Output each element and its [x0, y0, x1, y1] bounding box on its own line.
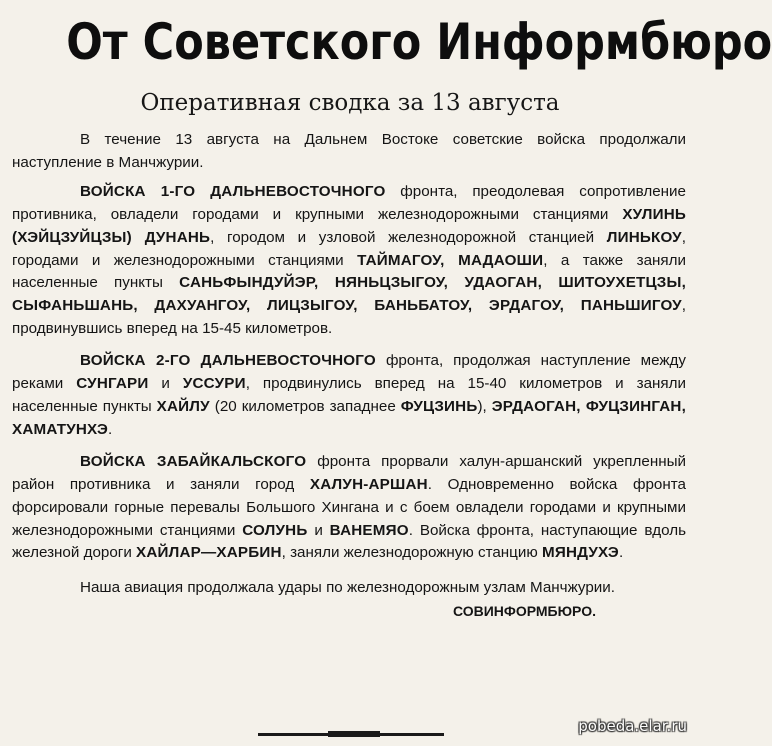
place-name-text: ХАЙЛАР—ХАРБИН — [136, 544, 282, 562]
article-body — [12, 129, 686, 623]
footer-rule — [258, 733, 444, 736]
article-paragraph — [12, 350, 686, 442]
place-name-text: ФУЦЗИНЬ — [400, 397, 478, 415]
paragraph-text: . — [108, 420, 113, 438]
paragraph-text: и — [148, 375, 183, 393]
article-paragraph — [12, 451, 686, 566]
article-paragraph — [12, 129, 686, 175]
place-name-text: ВАНЕМЯО — [329, 521, 409, 539]
place-name-text: ХУЛИНЬ (ХЭЙЦЗУЙЦЗЫ) ДУНАНЬ — [12, 205, 686, 246]
place-name-text: ЭРДАОГАН, ФУЦЗИНГАН, ХАМАТУНХЭ — [12, 397, 686, 438]
headline: От Советского Информбюро — [66, 13, 772, 71]
watermark: pobeda.elar.ru — [578, 717, 687, 735]
article-paragraph — [12, 577, 686, 620]
place-name-text: ВОЙСКА 1-ГО ДАЛЬНЕВОСТОЧНОГО — [80, 182, 386, 200]
place-name-text: ХАЙЛУ — [156, 397, 210, 415]
paragraph-text: и — [307, 521, 330, 539]
place-name-text: ВОЙСКА ЗАБАЙКАЛЬСКОГО — [80, 452, 307, 470]
signature: СОВИНФОРМБЮРО. — [452, 603, 596, 620]
paragraph-text: , продвинувшись вперед на 15-45 километров. — [12, 297, 686, 338]
place-name-text: ВОЙСКА 2-ГО ДАЛЬНЕВОСТОЧНОГО — [80, 352, 376, 370]
place-name-text: ХАЛУН-АРШАН — [309, 475, 428, 493]
paragraph-text: , заняли железнодорожную станцию — [281, 544, 542, 562]
paragraph-text: . — [618, 544, 624, 562]
place-name-text: МЯНДУХЭ — [541, 544, 619, 562]
paragraph-text: Наша авиация продолжала удары по железнодорожным узлам Манчжурии. — [80, 579, 615, 597]
paragraph-text: , городами и железнодорожными станциями — [12, 228, 686, 269]
paragraph-text: ), — [477, 397, 492, 415]
place-name-text: СУНГАРИ — [76, 375, 149, 393]
paragraph-text: , продвинулись вперед на 15-40 километров и заняли населенные пункты — [12, 375, 686, 415]
paragraph-text: фронта, продолжая наступление между реками — [12, 352, 686, 393]
paragraph-text: , городом и узловой железнодорожной станцией — [210, 228, 607, 246]
paragraph-text: , а также заняли населенные пункты — [12, 251, 686, 292]
place-name-text: САНЬФЫНДУЙЭР, НЯНЬЦЗЫГОУ, УДАОГАН, ШИТОУХЕТЦЗЫ, СЫФАНЬШАНЬ, ДАХУАНГОУ, ЛИЦЗЫГОУ, БАНЬБАТОУ, ЭРДАГОУ, ПАНЬШИГОУ — [12, 274, 686, 315]
paragraph-text: . Одновременно войска фронта форсировали горные перевалы Большого Хингана и с боем овладели городами и крупными железнодорожными станциями — [12, 475, 686, 539]
subheadline: Оперативная сводка за 13 августа — [140, 90, 560, 116]
paragraph-text: . Войска фронта, наступающие вдоль железной дороги — [12, 521, 686, 562]
place-name-text: ТАЙМАГОУ, МАДАОШИ — [357, 251, 544, 269]
place-name-text: СОЛУНЬ — [242, 521, 308, 539]
paragraph-text: фронта, преодолевая сопротивление противника, овладели городами и крупными железнодорожными станциями — [12, 182, 686, 223]
place-name-text: УССУРИ — [182, 375, 246, 393]
paragraph-text: В течение 13 августа на Дальнем Востоке советские войска продолжали наступление в Манчжурии. — [12, 131, 686, 171]
place-name-text: ЛИНЬКОУ — [606, 228, 682, 246]
paragraph-text: (20 километров западнее — [209, 397, 401, 415]
article-paragraph — [12, 181, 686, 341]
paragraph-text: фронта прорвали халун-аршанский укрепленный район противника и заняли город — [12, 452, 686, 493]
